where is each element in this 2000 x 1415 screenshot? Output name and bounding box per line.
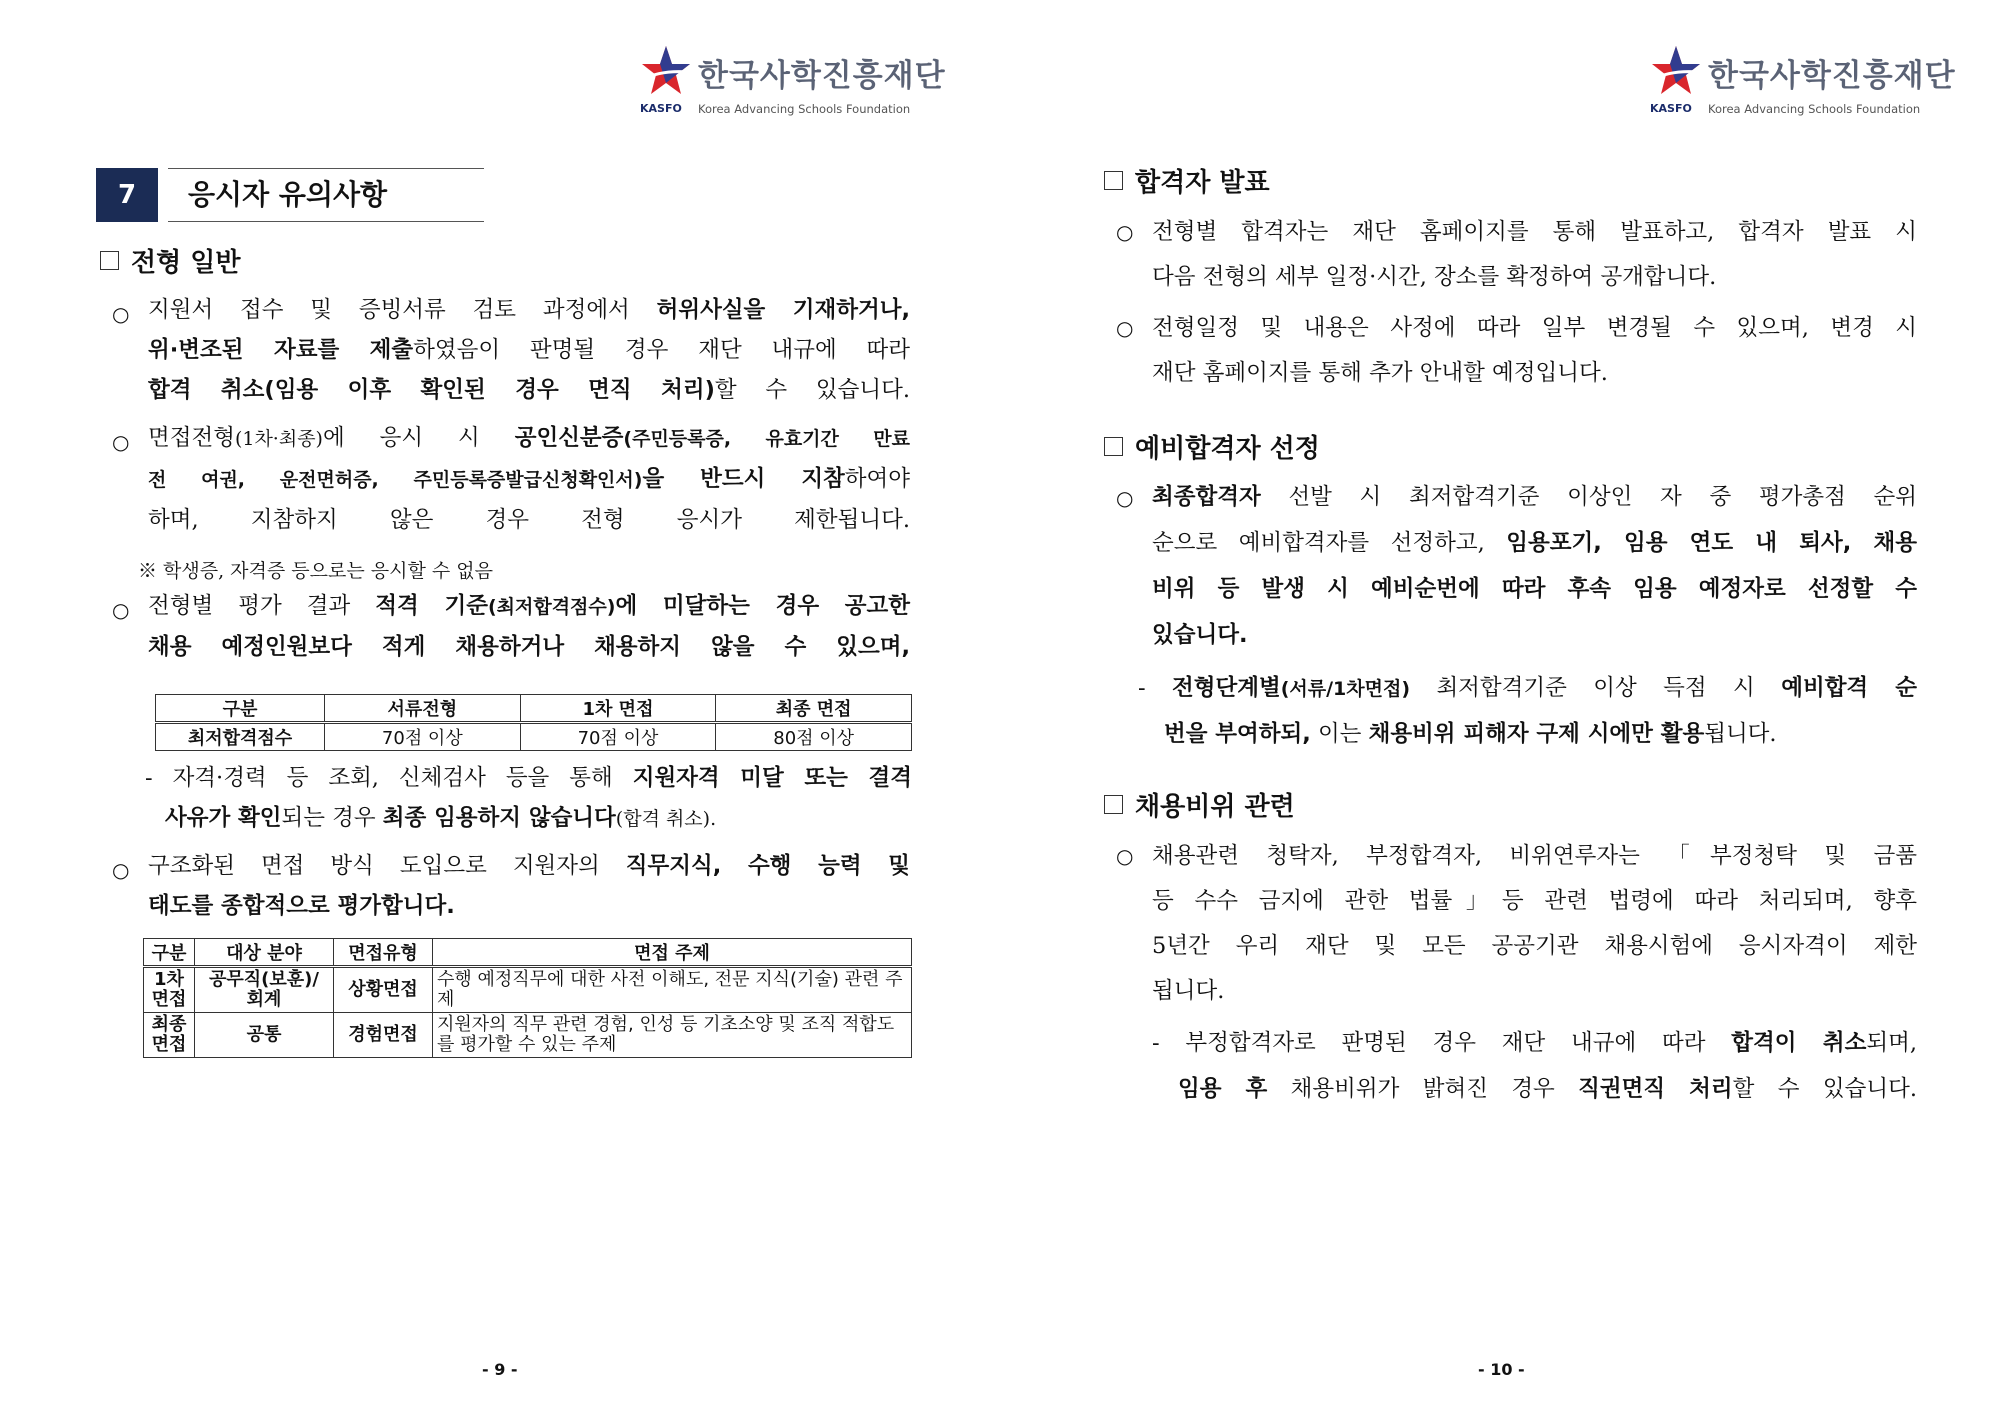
checkbox-square-icon	[100, 251, 119, 270]
heading-announcement: 합격자 발표	[1104, 162, 1270, 199]
kasfo-logo	[640, 44, 946, 124]
logo-abbr: KASFO	[640, 102, 682, 115]
star-logo-icon	[1650, 44, 1702, 98]
heading-reserve: 예비합격자 선정	[1104, 428, 1320, 465]
dash-reserve-order: - 전형단계별(서류/1차면접) 최저합격기준 이상 득점 시 예비합격 순 번을 부여하되, 이는 채용비위 피해자 구제 시에만 활용됩니다.	[1138, 675, 1917, 747]
checkbox-square-icon	[1104, 437, 1123, 456]
circle-bullet-icon: ○	[1116, 220, 1134, 244]
circle-bullet-icon: ○	[1116, 316, 1134, 340]
checkbox-square-icon	[1104, 171, 1123, 190]
table-cell: 지원자의 직무 관련 경험, 인성 등 기초소양 및 조직 적합도를 평가할 수 있는 주제	[433, 1013, 912, 1058]
bullet-structured-interview: 구조화된 면접 방식 도입으로 지원자의 직무지식, 수행 능력 및 태도를 종합적으로 평가합니다.	[148, 853, 910, 919]
section-number: 7	[96, 168, 158, 222]
heading-general: 전형 일반	[100, 242, 241, 279]
circle-bullet-icon: ○	[1116, 844, 1134, 868]
min-score-table	[155, 694, 912, 751]
table-cell: 80점 이상	[716, 723, 912, 751]
table-cell: 70점 이상	[325, 723, 521, 751]
bullet-min-score: 전형별 평가 결과 적격 기준(최저합격점수)에 미달하는 경우 공고한 채용 예정인원보다 적게 채용하거나 채용하지 않을 수 있으며,	[148, 593, 910, 660]
kasfo-logo	[1650, 44, 1956, 124]
interview-table	[143, 938, 912, 1058]
table-cell: 상황면접	[334, 967, 433, 1013]
table-row	[144, 967, 912, 1013]
logo-name-ko: 한국사학진흥재단	[1708, 58, 1956, 94]
bullet-false-info: 지원서 접수 및 증빙서류 검토 과정에서 허위사실을 기재하거나, 위·변조된 자료를 제출하였음이 판명될 경우 재단 내규에 따라 합격 취소(임용 이후 확인된 경우 면직 처리)할 수 있습니다.	[148, 297, 910, 403]
table-header: 최종 면접	[716, 695, 912, 723]
logo-name-ko: 한국사학진흥재단	[698, 58, 946, 94]
table-cell: 수행 예정직무에 대한 사전 이해도, 전문 지식(기술) 관련 주제	[433, 967, 912, 1013]
logo-name-en: Korea Advancing Schools Foundation	[1708, 102, 1921, 116]
table-cell: 경험면접	[334, 1013, 433, 1058]
logo-abbr: KASFO	[1650, 102, 1692, 115]
bullet-announce-method: 전형별 합격자는 재단 홈페이지를 통해 발표하고, 합격자 발표 시 다음 전형의 세부 일정·시간, 장소를 확정하여 공개합니다.	[1152, 219, 1917, 290]
table-row	[144, 1013, 912, 1058]
table-header: 면접유형	[334, 939, 433, 967]
table-cell: 최종 면접	[144, 1013, 195, 1058]
page-number: - 10 -	[1478, 1360, 1525, 1379]
bullet-schedule-change: 전형일정 및 내용은 사정에 따라 일부 변경될 수 있으며, 변경 시 재단 홈페이지를 통해 추가 안내할 예정입니다.	[1152, 315, 1917, 386]
page-number: - 9 -	[482, 1360, 518, 1379]
logo-name-en: Korea Advancing Schools Foundation	[698, 102, 911, 116]
circle-bullet-icon: ○	[112, 430, 130, 454]
dash-cancellation: - 부정합격자로 판명된 경우 재단 내규에 따라 합격이 취소되며, 임용 후 채용비위가 밝혀진 경우 직권면직 처리할 수 있습니다.	[1152, 1030, 1917, 1102]
table-header: 서류전형	[325, 695, 521, 723]
bullet-id-required: 면접전형(1차·최종)에 응시 시 공인신분증(주민등록증, 유효기간 만료 전 여권, 운전면허증, 주민등록증발급신청확인서)을 반드시 지참하여야 하며, 지참하지 않은 경우 전형 응시가 제한됩니다.	[148, 425, 911, 533]
checkbox-square-icon	[1104, 795, 1123, 814]
table-header: 구분	[144, 939, 195, 967]
circle-bullet-icon: ○	[1116, 486, 1134, 510]
table-cell: 공통	[195, 1013, 334, 1058]
page-10	[1000, 0, 2000, 1415]
note-id-restriction: ※ 학생증, 자격증 등으로는 응시할 수 없음	[138, 560, 493, 582]
circle-bullet-icon: ○	[112, 858, 130, 882]
circle-bullet-icon: ○	[112, 598, 130, 622]
star-logo-icon	[640, 44, 692, 98]
bullet-reserve-selection: 최종합격자 선발 시 최저합격기준 이상인 자 중 평가총점 순위 순으로 예비합격자를 선정하고, 임용포기, 임용 연도 내 퇴사, 채용 비위 등 발생 시 예비순번에 따라 후속 임용 예정자로 선정할 수 있습니다.	[1152, 484, 1917, 648]
table-header: 면접 주제	[433, 939, 912, 967]
table-cell: 70점 이상	[520, 723, 716, 751]
dash-disqualification: - 자격·경력 등 조회, 신체검사 등을 통해 지원자격 미달 또는 결격 사유가 확인되는 경우 최종 임용하지 않습니다(합격 취소).	[145, 765, 912, 831]
bullet-misconduct: 채용관련 청탁자, 부정합격자, 비위연루자는 「부정청탁 및 금품 등 수수 금지에 관한 법률」등 관련 법령에 따라 처리되며, 향후 5년간 우리 재단 및 모든 공공기관 채용시험에 응시자격이 제한 됩니다.	[1152, 843, 1917, 1004]
circle-bullet-icon: ○	[112, 302, 130, 326]
table-cell: 최저합격점수	[156, 723, 325, 751]
table-cell: 공무직(보훈)/ 회계	[195, 967, 334, 1013]
table-header: 구분	[156, 695, 325, 723]
table-header: 1차 면접	[520, 695, 716, 723]
heading-misconduct: 채용비위 관련	[1104, 786, 1295, 823]
table-header: 대상 분야	[195, 939, 334, 967]
table-cell: 1차 면접	[144, 967, 195, 1013]
section-title: 응시자 유의사항	[168, 168, 484, 222]
